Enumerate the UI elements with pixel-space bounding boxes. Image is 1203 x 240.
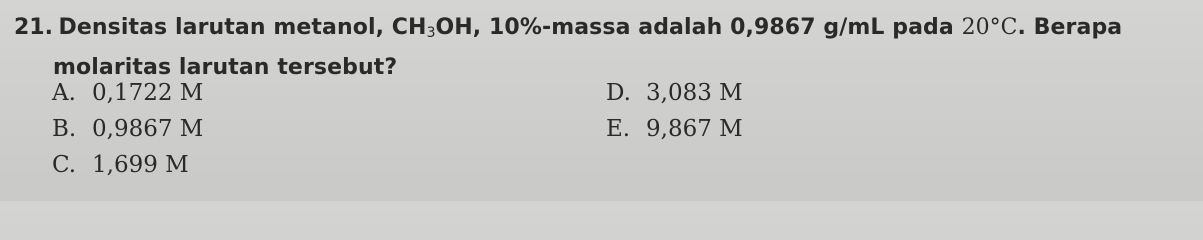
option-c[interactable] (52, 152, 189, 178)
question-text-line-2: molaritas larutan tersebut? (53, 55, 398, 80)
option-text: 9,867 M (646, 116, 743, 142)
option-e[interactable] (606, 116, 743, 142)
question-block (14, 10, 1194, 85)
option-letter: D. (606, 80, 631, 106)
answer-options (52, 80, 852, 190)
option-letter: C. (52, 152, 77, 178)
question-line-1 (14, 10, 1194, 50)
question-text-part-2: OH, 10%-massa adalah 0,9867 g/mL pada (435, 15, 962, 40)
question-text-part-3: . Berapa (1017, 15, 1123, 40)
option-text: 1,699 M (92, 152, 189, 178)
option-text: 0,1722 M (92, 80, 204, 106)
option-a[interactable] (52, 80, 203, 106)
option-text: 3,083 M (646, 80, 743, 106)
option-letter: B. (52, 116, 77, 142)
temperature-value: 20°C (961, 15, 1018, 40)
option-text: 0,9867 M (92, 116, 204, 142)
option-letter: E. (606, 116, 631, 142)
option-letter: A. (52, 80, 76, 106)
question-text-part-1: Densitas larutan metanol, CH (58, 15, 427, 40)
option-b[interactable] (52, 116, 203, 142)
formula-subscript: 3 (426, 25, 436, 41)
option-d[interactable] (606, 80, 743, 106)
question-number: 21. (14, 15, 53, 40)
